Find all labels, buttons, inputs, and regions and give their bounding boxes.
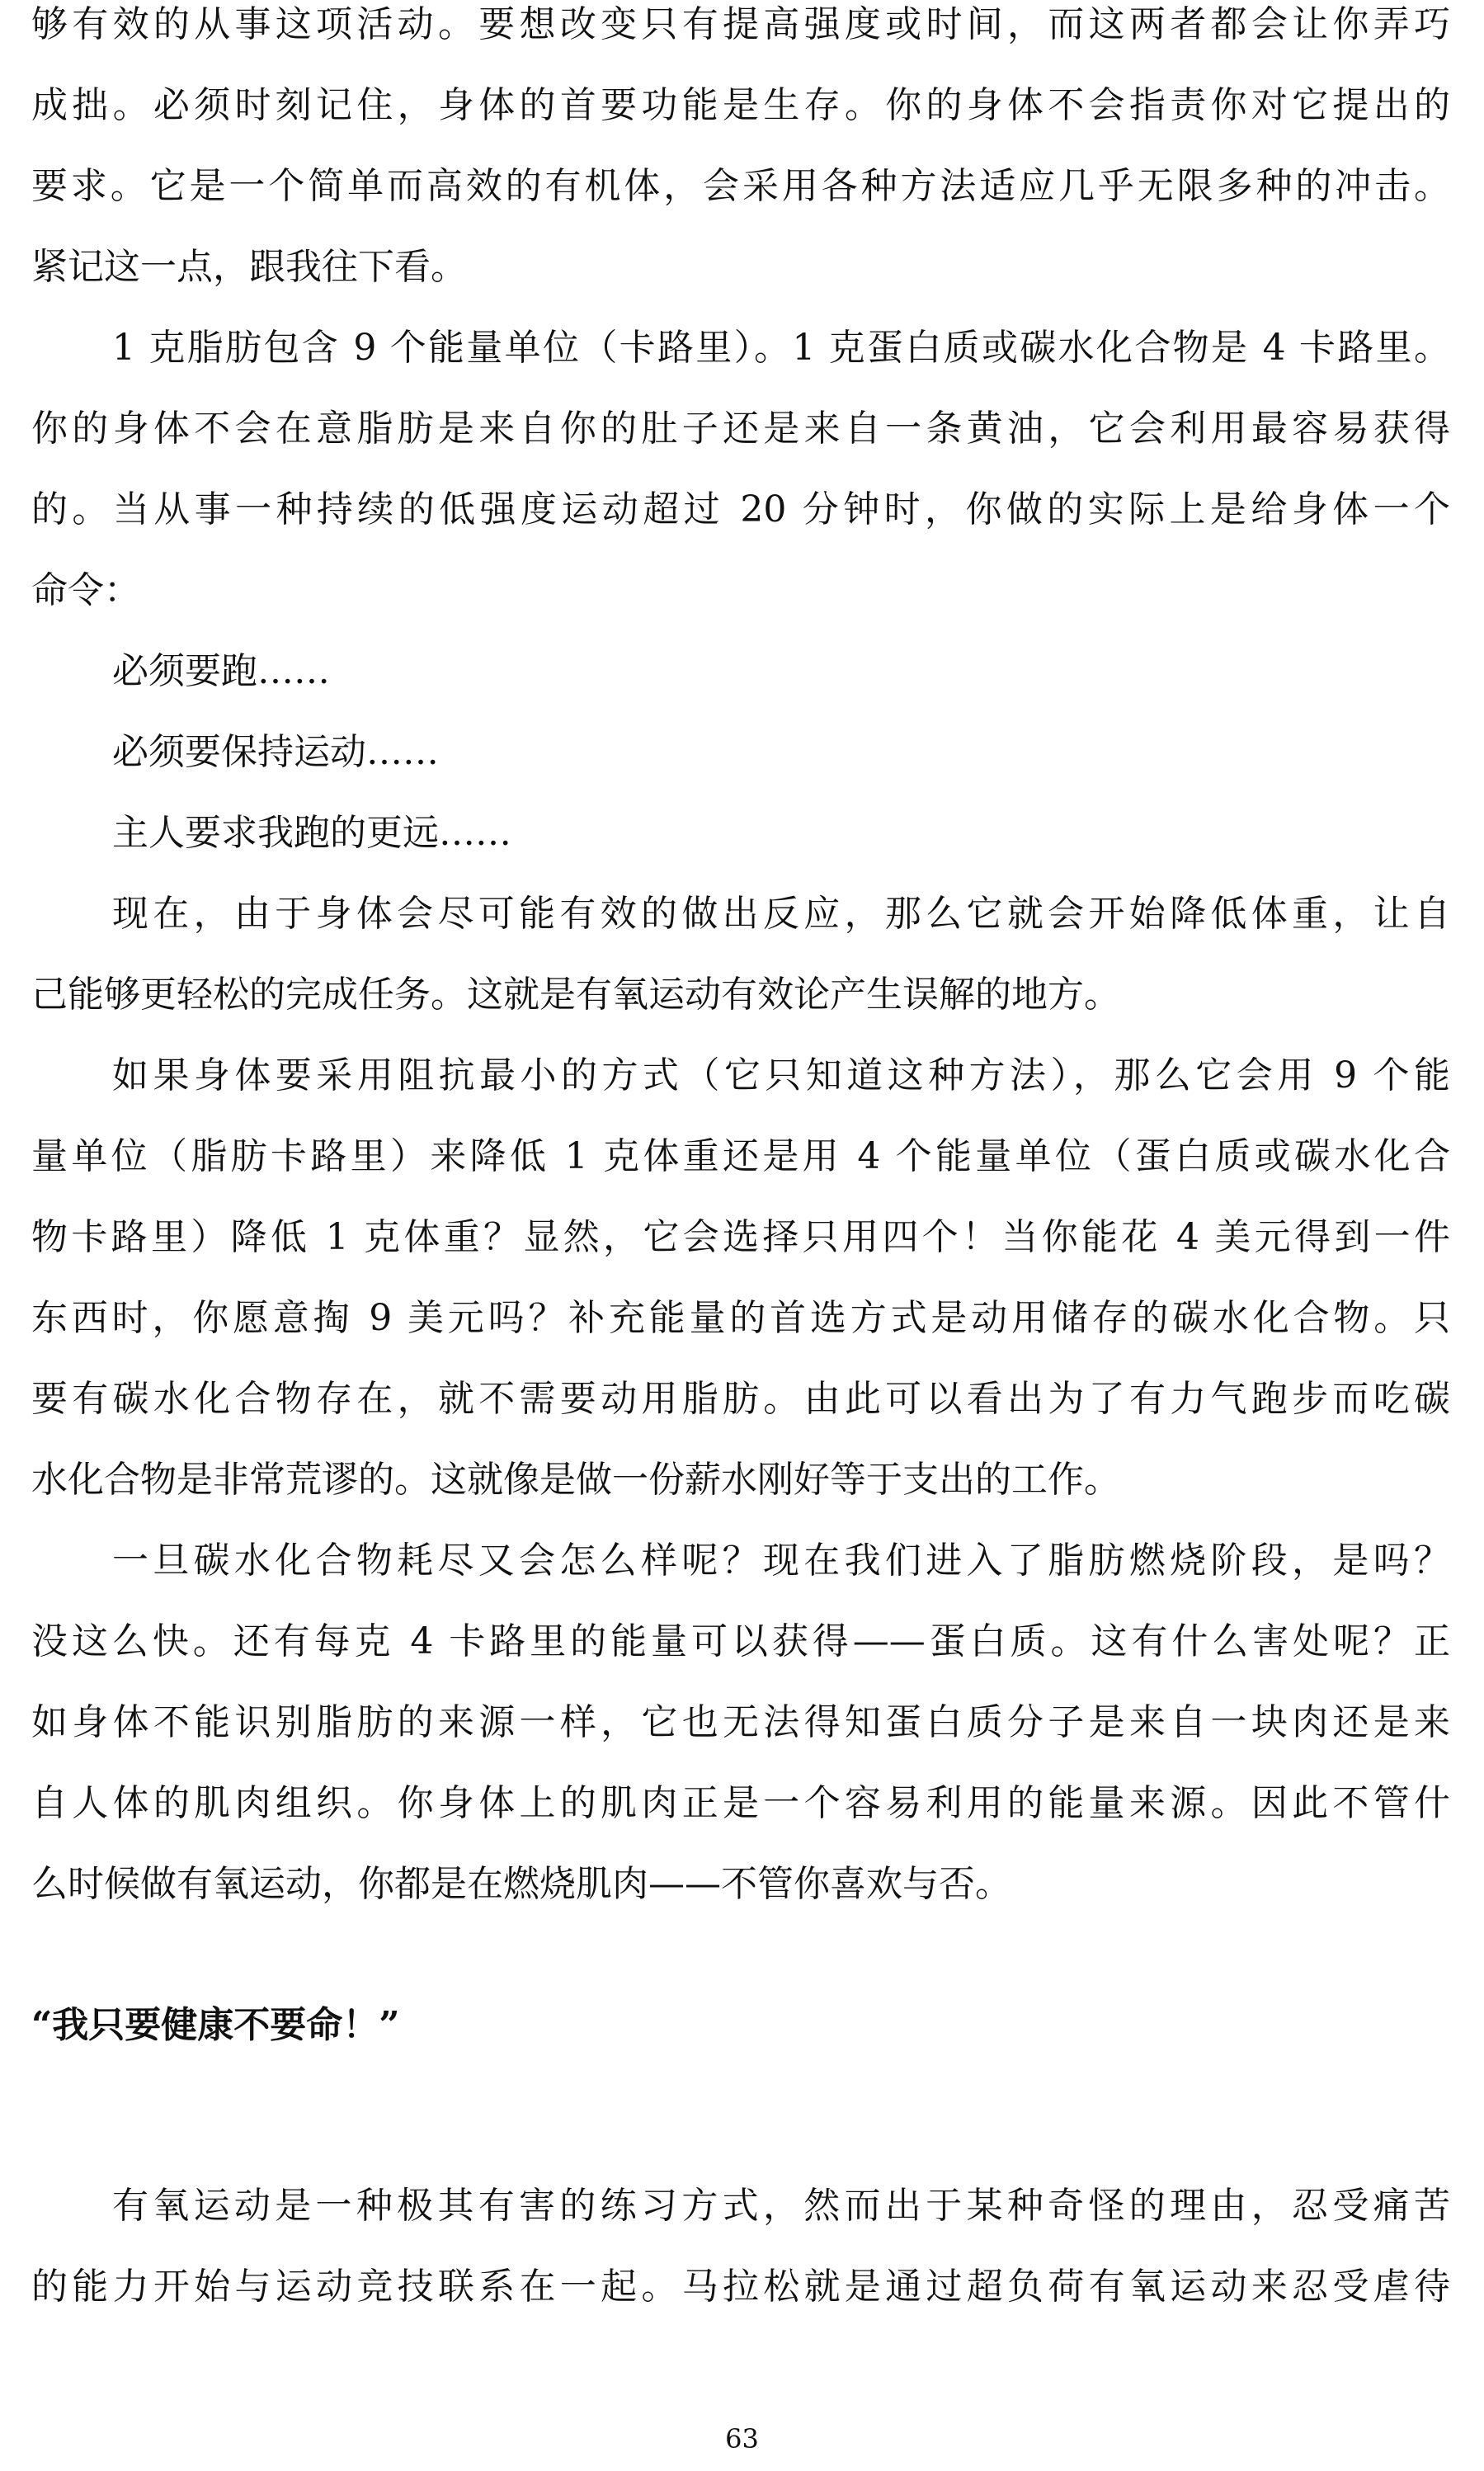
text-line: 量单位（脂肪卡路里）来降低 1 克体重还是用 4 个能量单位（蛋白质或碳水化合 bbox=[31, 1135, 1450, 1177]
text-line: 物卡路里）降低 1 克体重？显然，它会选择只用四个！当你能花 4 美元得到一件 bbox=[31, 1216, 1450, 1258]
text-line: 你的身体不会在意脂肪是来自你的肚子还是来自一条黄油，它会利用最容易获得 bbox=[31, 408, 1450, 450]
text-line: 的。当从事一种持续的低强度运动超过 20 分钟时，你做的实际上是给身体一个 bbox=[31, 488, 1450, 531]
text-line: 己能够更轻松的完成任务。这就是有氧运动有效论产生误解的地方。 bbox=[31, 974, 1120, 1016]
text-line: 要有碳水化合物存在，就不需要动用脂肪。由此可以看出为了有力气跑步而吃碳 bbox=[31, 1378, 1450, 1420]
paragraph-first-line: 如果身体要采用阻抗最小的方式（它只知道这种方法），那么它会用 9 个能 bbox=[112, 1054, 1450, 1096]
text-line: 命令： bbox=[31, 569, 140, 611]
paragraph-first-line: 1 克脂肪包含 9 个能量单位（卡路里）。1 克蛋白质或碳水化合物是 4 卡路里。 bbox=[112, 327, 1450, 369]
paragraph-first-line: 有氧运动是一种极其有害的练习方式，然而出于某种奇怪的理由，忍受痛苦 bbox=[112, 2185, 1450, 2227]
text-line: 么时候做有氧运动，你都是在燃烧肌肉——不管你喜欢与否。 bbox=[31, 1863, 1011, 1905]
text-line: 如身体不能识别脂肪的来源一样，它也无法得知蛋白质分子是来自一块肉还是来 bbox=[31, 1701, 1450, 1743]
text-line: 东西时，你愿意掏 9 美元吗？补充能量的首选方式是动用储存的碳水化合物。只 bbox=[31, 1297, 1450, 1339]
text-line: 没这么快。还有每克 4 卡路里的能量可以获得——蛋白质。这有什么害处呢？正 bbox=[31, 1620, 1450, 1662]
page-number: 63 bbox=[725, 2423, 759, 2454]
text-line: 紧记这一点，跟我往下看。 bbox=[31, 246, 467, 288]
paragraph-first-line: 一旦碳水化合物耗尽又会怎么样呢？现在我们进入了脂肪燃烧阶段，是吗？ bbox=[112, 1540, 1450, 1582]
quote-line: 必须要跑…… bbox=[112, 650, 330, 692]
section-heading: “我只要健康不要命！” bbox=[31, 2004, 400, 2046]
text-line: 成拙。必须时刻记住，身体的首要功能是生存。你的身体不会指责你对它提出的 bbox=[31, 84, 1450, 126]
text-line: 够有效的从事这项活动。要想改变只有提高强度或时间，而这两者都会让你弄巧 bbox=[31, 3, 1450, 45]
text-line: 要求。它是一个简单而高效的有机体，会采用各种方法适应几乎无限多种的冲击。 bbox=[31, 165, 1450, 207]
text-line: 的能力开始与运动竞技联系在一起。马拉松就是通过超负荷有氧运动来忍受虐待 bbox=[31, 2266, 1450, 2308]
quote-line: 必须要保持运动…… bbox=[112, 731, 439, 773]
text-line: 自人体的肌肉组织。你身体上的肌肉正是一个容易利用的能量来源。因此不管什 bbox=[31, 1782, 1450, 1824]
quote-line: 主人要求我跑的更远…… bbox=[112, 812, 511, 854]
text-line: 水化合物是非常荒谬的。这就像是做一份薪水刚好等于支出的工作。 bbox=[31, 1459, 1120, 1501]
paragraph-first-line: 现在，由于身体会尽可能有效的做出反应，那么它就会开始降低体重，让自 bbox=[112, 893, 1450, 935]
